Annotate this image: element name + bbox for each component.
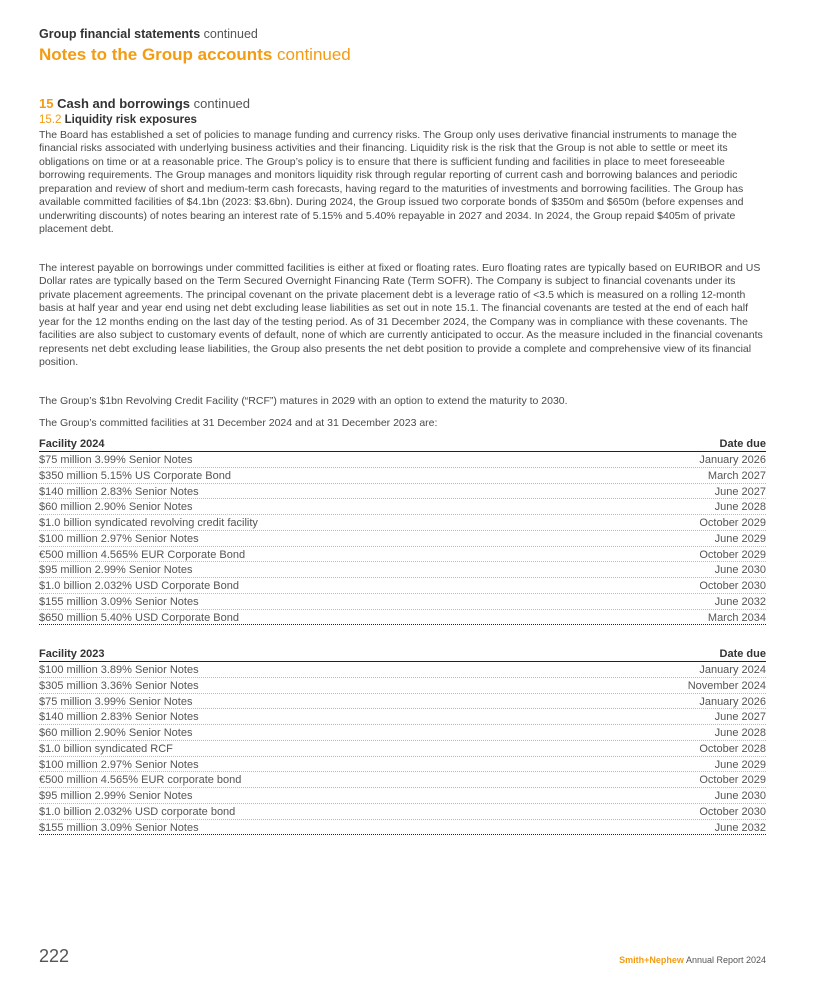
- date-cell: June 2030: [714, 790, 766, 802]
- table-row: [39, 484, 766, 500]
- paragraph-liquidity-policy: The Board has established a set of policies to manage funding and currency risks. The Group only uses derivative financial instruments to manage the financial risks associated with underlying business activities and their financing. Liquidity risk is the risk that the Group is not able to settle or meet its obligations on time or at a reasonable price. The Group’s policy is to ensure that there is sufficient funding and facilities in place to meet foreseeable borrowing requirements. The Group manages and monitors liquidity risk through regular reporting of current cash and borrowing balances and periodic preparation and review of short and medium-term cash forecasts, having regard to the maturities of investments and borrowing facilities. The Group has available committed facilities of $4.1bn (2023: $3.6bn). During 2024, the Group issued two corporate bonds of $350m and $650m (before expenses and underwriting discounts) of notes bearing an interest rate of 5.15% and 5.40% repayable in 2027 and 2034. In 2024, the Group repaid $405m of private placement debt.: [39, 129, 744, 236]
- running-header: [39, 27, 258, 41]
- date-cell: June 2032: [714, 595, 766, 608]
- facility-cell: $100 million 2.97% Senior Notes: [39, 532, 199, 545]
- facility-cell: $350 million 5.15% US Corporate Bond: [39, 469, 232, 482]
- date-cell: October 2030: [699, 805, 766, 818]
- facility-cell: $75 million 3.99% Senior Notes: [39, 695, 193, 708]
- table-row: [39, 468, 766, 484]
- facility-cell: €500 million 4.565% EUR corporate bond: [39, 774, 242, 787]
- table-row: [39, 594, 766, 610]
- facility-cell: $75 million 3.99% Senior Notes: [39, 454, 193, 466]
- facility-cell: $95 million 2.99% Senior Notes: [39, 564, 193, 577]
- col-date-header: Date due: [719, 438, 766, 450]
- facility-cell: $305 million 3.36% Senior Notes: [39, 679, 199, 692]
- facility-cell: €500 million 4.565% EUR Corporate Bond: [39, 548, 246, 561]
- date-cell: March 2027: [707, 469, 766, 482]
- section-number: 15: [39, 96, 54, 111]
- table-row: [39, 678, 766, 694]
- facility-cell: $140 million 2.83% Senior Notes: [39, 485, 199, 498]
- col-facility-header: Facility 2023: [39, 648, 105, 660]
- table-row: [39, 694, 766, 710]
- table-row: [39, 804, 766, 820]
- facilities-2023-table: [39, 647, 766, 835]
- date-cell: June 2027: [714, 485, 766, 498]
- date-cell: November 2024: [687, 679, 766, 692]
- date-cell: January 2026: [699, 695, 766, 708]
- subsection-heading-text: Liquidity risk exposures: [64, 114, 197, 126]
- facility-cell: $650 million 5.40% USD Corporate Bond: [39, 611, 239, 624]
- section-heading-suffix: continued: [193, 96, 251, 111]
- date-cell: October 2030: [699, 580, 766, 592]
- date-cell: June 2029: [714, 532, 766, 545]
- table-row: [39, 820, 766, 836]
- facility-cell: $95 million 2.99% Senior Notes: [39, 790, 193, 802]
- facility-cell: $60 million 2.90% Senior Notes: [39, 501, 193, 514]
- table-row: [39, 531, 766, 547]
- section-heading-text: Cash and borrowings: [57, 96, 190, 111]
- date-cell: June 2028: [714, 727, 766, 739]
- date-cell: June 2032: [714, 821, 766, 834]
- facility-cell: $155 million 3.09% Senior Notes: [39, 595, 199, 608]
- paragraph-committed-facilities: The Group’s committed facilities at 31 December 2024 and at 31 December 2023 are:: [39, 417, 438, 429]
- date-cell: October 2029: [699, 517, 766, 529]
- col-facility-header: Facility 2024: [39, 438, 105, 450]
- facility-cell: $1.0 billion 2.032% USD Corporate Bond: [39, 580, 239, 592]
- report-name: Annual Report 2024: [685, 955, 766, 965]
- facility-cell: $100 million 3.89% Senior Notes: [39, 664, 199, 676]
- table-row: [39, 788, 766, 804]
- page-title-suffix: continued: [277, 45, 351, 64]
- table-row: [39, 499, 766, 515]
- facility-cell: $100 million 2.97% Senior Notes: [39, 758, 199, 771]
- page-title-text: Notes to the Group accounts: [39, 45, 273, 64]
- subsection-number: 15.2: [39, 114, 62, 126]
- table-row: [39, 452, 766, 468]
- date-cell: June 2030: [714, 564, 766, 577]
- footer-brand: [619, 955, 766, 965]
- facility-cell: $1.0 billion 2.032% USD corporate bond: [39, 805, 236, 818]
- date-cell: October 2028: [699, 742, 766, 755]
- table-row: [39, 709, 766, 725]
- table-row: [39, 610, 766, 626]
- table-row: [39, 757, 766, 773]
- page-number: 222: [39, 946, 70, 966]
- table-row: [39, 741, 766, 757]
- date-cell: June 2029: [714, 758, 766, 771]
- date-cell: October 2029: [699, 548, 766, 561]
- table-row: [39, 725, 766, 741]
- page-title: [39, 45, 351, 65]
- date-cell: June 2027: [714, 711, 766, 724]
- table-header: [39, 647, 766, 662]
- facility-cell: $155 million 3.09% Senior Notes: [39, 821, 199, 834]
- table-row: [39, 578, 766, 594]
- facilities-2024-table: [39, 437, 766, 625]
- date-cell: March 2034: [707, 611, 766, 624]
- table-row: [39, 662, 766, 678]
- section-heading: [39, 96, 250, 111]
- date-cell: October 2029: [699, 774, 766, 787]
- date-cell: January 2026: [699, 454, 766, 466]
- facility-cell: $1.0 billion syndicated revolving credit facility: [39, 517, 258, 529]
- table-row: [39, 772, 766, 788]
- subsection-heading: [39, 114, 197, 126]
- table-row: [39, 562, 766, 578]
- facility-cell: $1.0 billion syndicated RCF: [39, 742, 173, 755]
- brand-name: Smith+Nephew: [619, 955, 684, 965]
- facility-cell: $140 million 2.83% Senior Notes: [39, 711, 199, 724]
- table-row: [39, 547, 766, 563]
- facility-cell: $60 million 2.90% Senior Notes: [39, 727, 193, 739]
- paragraph-interest-covenants: The interest payable on borrowings under committed facilities is either at fixed or floating rates. Euro floating rates are typically based on EURIBOR and US Dollar rates are typically based on the Term Secured Overnight Financing Rate (Term SOFR). The Company is subject to financial covenants under its private placement agreements. The principal covenant on the private placement debt is a leverage ratio of <3.5 which is measured on a rolling 12-month basis at half year and year end using net debt excluding lease liabilities as set out in note 15.1. The financial covenants are tested at the end of each half year for the 12 months ending on the last day of the testing period. As of 31 December 2024, the Company was in compliance with these covenants. The facilities are also subject to customary events of default, none of which are currently anticipated to occur. As the measure included in the financial covenants represents net debt excluding lease liabilities, the Group also presents the net debt position to provide a complete and comprehensive view of its financial position.: [39, 262, 763, 369]
- date-cell: January 2024: [699, 664, 766, 676]
- date-cell: June 2028: [714, 501, 766, 514]
- table-header: [39, 437, 766, 452]
- table-row: [39, 515, 766, 531]
- section-suffix: continued: [203, 27, 258, 41]
- section-title: Group financial statements: [39, 27, 201, 41]
- paragraph-rcf: The Group’s $1bn Revolving Credit Facility (“RCF”) matures in 2029 with an option to extend the maturity to 2030.: [39, 395, 568, 407]
- col-date-header: Date due: [719, 648, 766, 660]
